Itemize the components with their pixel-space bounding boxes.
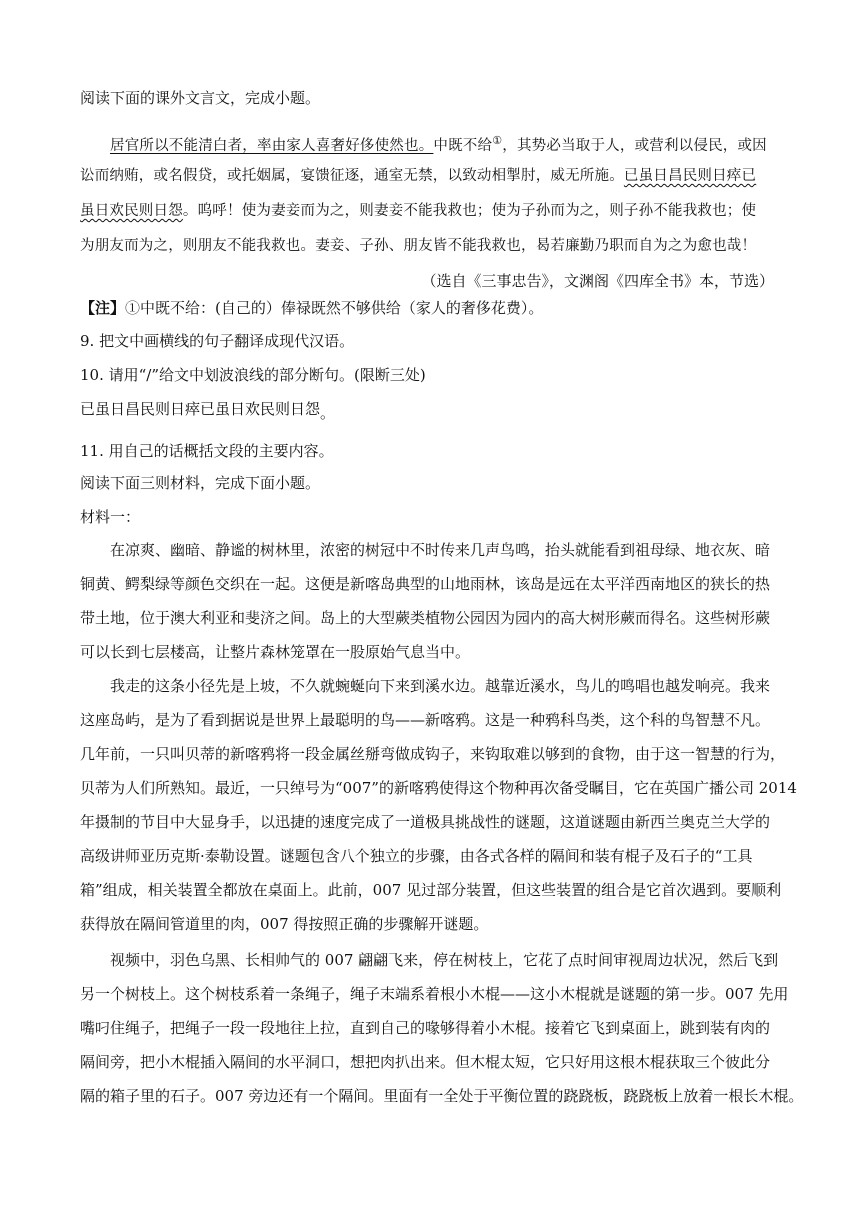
material-paragraph-2-line: 贝蒂为人们所熟知。最近，一只绰号为“007”的新喀鸦使得这个物种再次备受瞩目，它在英国广播公司 2014 — [80, 779, 797, 797]
instruction-materials: 阅读下面三则材料，完成下面小题。 — [80, 474, 321, 492]
material-paragraph-2-line: 高级讲师亚历克斯·泰勒设置。谜题包含八个独立的步骤，由各式各样的隔间和装有棍子及石子的“工具 — [80, 847, 753, 865]
material-paragraph-3-line: 另一个树枝上。这个树枝系着一条绳子，绳子末端系着根小木棍——这小木棍就是谜题的第一步。007 先用 — [80, 985, 789, 1003]
sentence-to-punctuate — [80, 399, 780, 422]
material-paragraph-2-line: 箱”组成，相关装置全都放在桌面上。此前，007 见过部分装置，但这些装置的组合是它首次遇到。要顺利 — [80, 881, 782, 899]
text-segment: 。呜呼！使为妻妾而为之，则妻妾不能我救也；使为子孙而为之，则子孙不能我救也；使 — [182, 203, 757, 219]
classical-text-line-2 — [80, 166, 780, 186]
classical-text-line-1 — [110, 131, 780, 156]
underlined-sentence: 居官所以不能清白者，率由家人喜奢好侈使然也。 — [110, 137, 434, 154]
material-paragraph-3-line: 视频中，羽色乌黑、长相帅气的 007 翩翩飞来，停在树枝上，它花了点时间审视周边状况，然后飞到 — [110, 951, 779, 969]
material-paragraph-2-line: 获得放在隔间管道里的肉，007 得按照正确的步骤解开谜题。 — [80, 915, 489, 933]
note-text: ①中既不给：(自己的）俸禄既然不够供给（家人的奢侈花费）。 — [125, 299, 544, 317]
material-paragraph-1-line: 在凉爽、幽暗、静谧的树林里，浓密的树冠中不时传来几声鸟鸣，抬头就能看到祖母绿、地衣灰、暗 — [110, 541, 771, 559]
text-segment: 中既不给 — [433, 137, 493, 154]
wavy-underlined-text: 已虽日昌民则日瘁已 — [623, 168, 757, 184]
classical-text-line-4: 为朋友而为之，则朋友不能我救也。妻妾、子孙、朋友皆不能我救也，曷若廉勤乃职而自为之为愈也哉！ — [80, 238, 757, 254]
unpunctuated-text: 已虽日昌民则日瘁已虽日欢民则日怨 — [80, 400, 321, 418]
instruction-classical: 阅读下面的课外文言文，完成小题。 — [80, 89, 321, 107]
wavy-underlined-text: 虽日欢民则日怨 — [80, 203, 183, 219]
classical-text-line-3 — [80, 201, 780, 221]
material-paragraph-2-line: 几年前，一只叫贝蒂的新喀鸦将一段金属丝掰弯做成钩子，来钩取难以够到的食物，由于这一智慧的行为， — [80, 745, 786, 763]
material-paragraph-1-line: 铜黄、鳄梨绿等颜色交织在一起。这便是新喀岛典型的山地雨林，该岛是远在太平洋西南地区的狭长的热 — [80, 575, 771, 593]
material-paragraph-2-line: 这座岛屿，是为了看到据说是世界上最聪明的鸟——新喀鸦。这是一种鸦科鸟类，这个科的鸟智慧不凡。 — [80, 711, 771, 729]
footnote-mark: ① — [492, 134, 503, 147]
material-paragraph-1-line: 可以长到七层楼高，让整片森林笼罩在一股原始气息当中。 — [80, 643, 471, 661]
material-paragraph-1-line: 带土地，位于澳大利亚和斐济之间。岛上的大型蕨类植物公园因为园内的高大树形蕨而得名。这些树形蕨 — [80, 609, 771, 627]
material-paragraph-3-line: 嘴叼住绳子，把绳子一段一段地往上拉，直到自己的喙够得着小木棍。接着它飞到桌面上，跳到装有肉的 — [80, 1019, 771, 1037]
question-9: 9. 把文中画横线的句子翻译成现代汉语。 — [80, 332, 355, 350]
text-segment: ，其势必当取于人，或营利以侵民，或因 — [502, 137, 767, 154]
material-one-heading: 材料一： — [80, 508, 141, 526]
material-paragraph-2-line: 我走的这条小径先是上坡，不久就蜿蜒向下来到溪水边。越靠近溪水，鸟儿的鸣唱也越发响亮。我来 — [110, 677, 771, 695]
annotation-note — [80, 298, 780, 318]
question-10: 10. 请用“/”给文中划波浪线的部分断句。(限断三处) — [80, 366, 426, 384]
text-segment: 讼而纳贿，或名假贷，或托姻属，宴馈征逐，通室无禁，以致动相掣肘，威无所施。 — [80, 168, 624, 184]
question-11: 11. 用自己的话概括文段的主要内容。 — [80, 442, 334, 460]
note-label: 【注】 — [80, 299, 126, 317]
period-mark: 。 — [320, 404, 336, 422]
material-paragraph-3-line: 隔间旁，把小木棍插入隔间的水平洞口，想把肉扒出来。但木棍太短，它只好用这根木棍获取三个彼此分 — [80, 1053, 771, 1071]
material-paragraph-3-line: 隔的箱子里的石子。007 旁边还有一个隔间。里面有一全处于平衡位置的跷跷板，跷跷板上放着一根长木棍。 — [80, 1087, 804, 1105]
source-citation: （选自《三事忠告》，文渊阁《四库全书》本，节选） — [421, 272, 774, 290]
material-paragraph-2-line: 年摄制的节目中大显身手，以迅捷的速度完成了一道极具挑战性的谜题，这道谜题由新西兰奥克兰大学的 — [80, 813, 771, 831]
